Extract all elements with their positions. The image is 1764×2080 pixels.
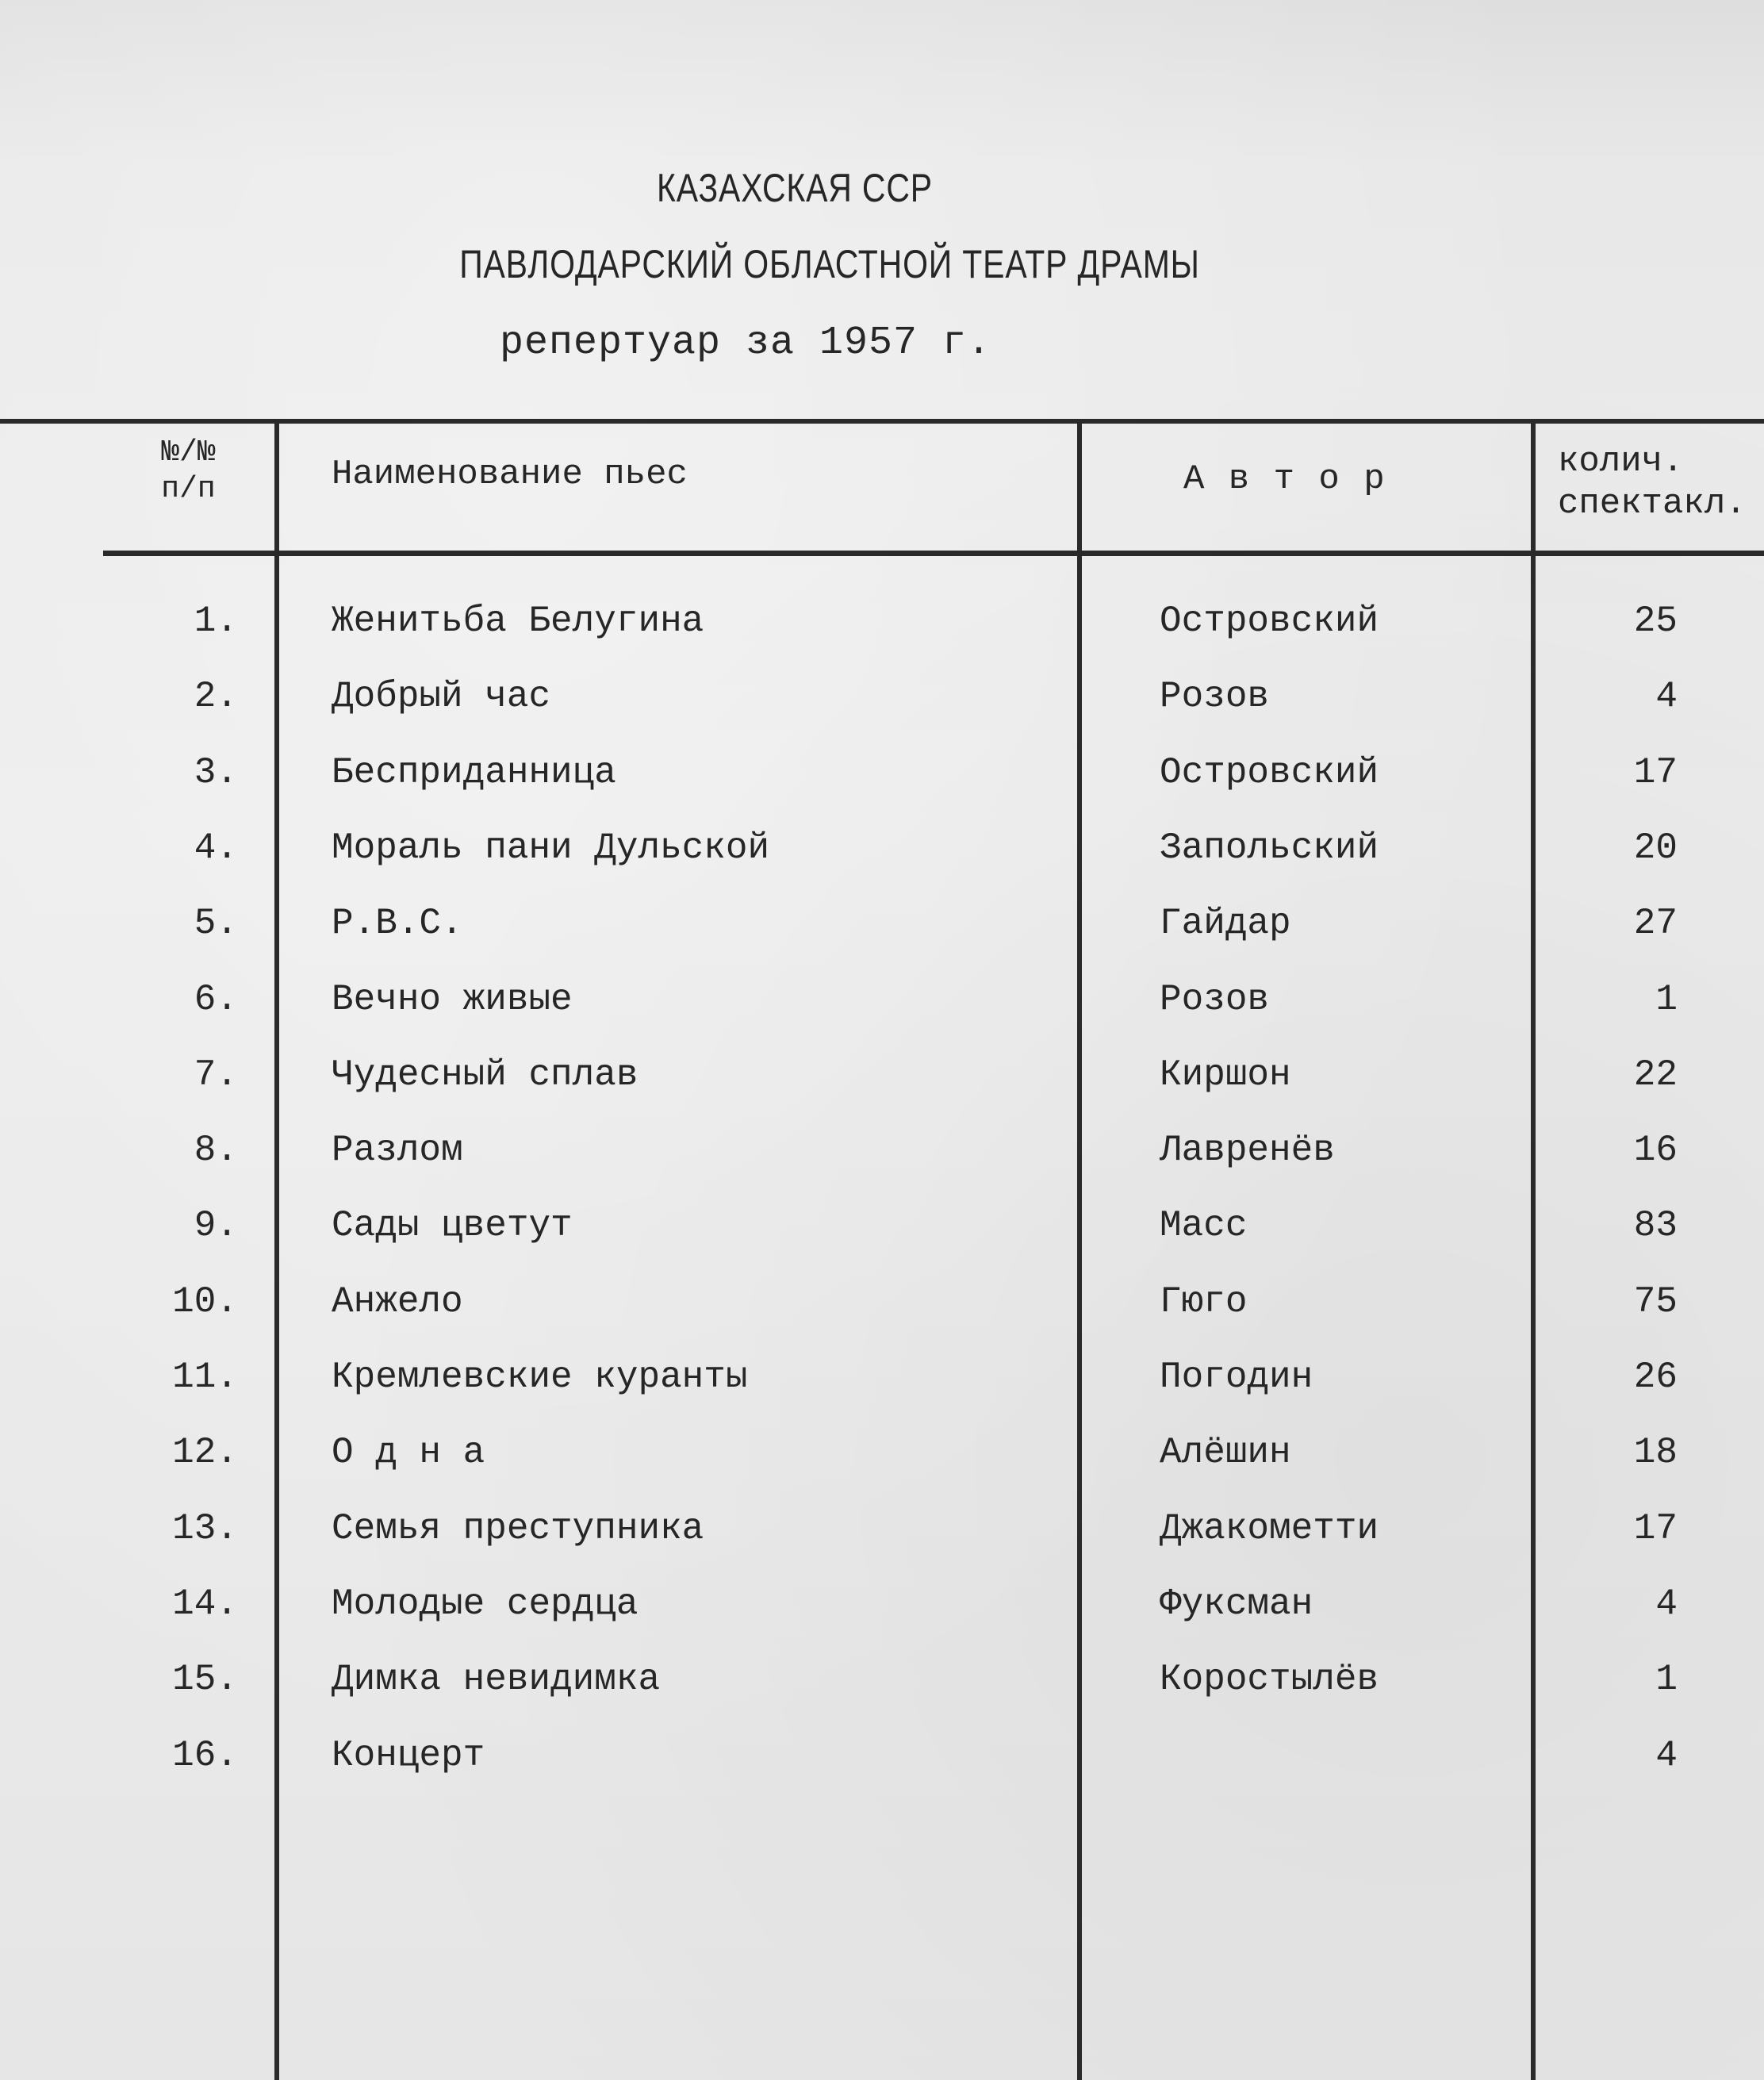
- row-number: 9.: [194, 1205, 238, 1246]
- performance-count: 4: [1655, 1735, 1678, 1776]
- row-number: 12.: [172, 1432, 238, 1473]
- play-title: Женитьба Белугина: [332, 601, 704, 642]
- play-title: Вечно живые: [332, 979, 573, 1020]
- column-header-count-line1: колич.: [1558, 442, 1684, 482]
- row-number: 1.: [194, 601, 238, 642]
- play-title: Добрый час: [332, 676, 551, 717]
- play-title: Р.В.С.: [332, 903, 463, 944]
- performance-count: 4: [1655, 1583, 1678, 1625]
- column-header-count: [1558, 441, 1747, 525]
- header-theatre: ПАВЛОДАРСКИЙ ОБЛАСТНОЙ ТЕАТР ДРАМЫ: [459, 242, 1200, 286]
- play-author: Лавренёв: [1160, 1130, 1335, 1171]
- performance-count: 27: [1633, 903, 1678, 944]
- performance-count: 17: [1633, 1508, 1678, 1549]
- play-author: Алёшин: [1160, 1432, 1291, 1473]
- play-author: Погодин: [1160, 1357, 1313, 1398]
- performance-count: 75: [1633, 1281, 1678, 1322]
- performance-count: 17: [1633, 752, 1678, 793]
- performance-count: 4: [1655, 676, 1678, 717]
- performance-count: 1: [1655, 979, 1678, 1020]
- play-title: Мораль пани Дульской: [332, 827, 770, 869]
- row-number: 11.: [172, 1357, 238, 1398]
- play-author: Джакометти: [1160, 1508, 1379, 1549]
- column-divider-3: [1531, 420, 1536, 2080]
- table-top-rule: [0, 419, 1764, 424]
- play-title: О д н а: [332, 1432, 485, 1473]
- play-title: Сады цветут: [332, 1205, 573, 1246]
- play-author: Коростылёв: [1160, 1659, 1379, 1700]
- performance-count: 1: [1655, 1659, 1678, 1700]
- performance-count: 83: [1633, 1205, 1678, 1246]
- row-number: 8.: [194, 1130, 238, 1171]
- header-repertoire-year: репертуар за 1957 г.: [499, 320, 992, 366]
- play-title: Димка невидимка: [332, 1659, 661, 1700]
- row-number: 5.: [194, 903, 238, 944]
- play-author: Масс: [1160, 1205, 1248, 1246]
- performance-count: 22: [1633, 1054, 1678, 1096]
- column-divider-1: [274, 420, 279, 2080]
- play-title: Анжело: [332, 1281, 463, 1322]
- play-author: Островский: [1160, 601, 1379, 642]
- performance-count: 25: [1633, 601, 1678, 642]
- play-author: Гайдар: [1160, 903, 1291, 944]
- column-header-count-line2: спектакл.: [1558, 483, 1747, 524]
- column-header-number-line1: №/№: [161, 436, 216, 470]
- row-number: 2.: [194, 676, 238, 717]
- play-author: Розов: [1160, 676, 1270, 717]
- row-number: 6.: [194, 979, 238, 1020]
- play-title: Чудесный сплав: [332, 1054, 638, 1096]
- play-author: Фуксман: [1160, 1583, 1313, 1625]
- column-header-number-line2: п/п: [161, 471, 216, 506]
- row-number: 16.: [172, 1735, 238, 1776]
- play-author: Запольский: [1160, 827, 1379, 869]
- performance-count: 20: [1633, 827, 1678, 869]
- play-title: Концерт: [332, 1735, 485, 1776]
- column-header-title: Наименование пьес: [332, 455, 688, 494]
- row-number: 13.: [172, 1508, 238, 1549]
- performance-count: 26: [1633, 1357, 1678, 1398]
- row-number: 4.: [194, 827, 238, 869]
- play-title: Разлом: [332, 1130, 463, 1171]
- header-republic: КАЗАХСКАЯ ССР: [657, 166, 933, 210]
- row-number: 7.: [194, 1054, 238, 1096]
- column-header-author: А в т о р: [1183, 459, 1386, 499]
- play-title: Бесприданница: [332, 752, 616, 793]
- row-number: 3.: [194, 752, 238, 793]
- play-title: Кремлевские куранты: [332, 1357, 748, 1398]
- play-author: Островский: [1160, 752, 1379, 793]
- column-header-number: [151, 435, 226, 507]
- row-number: 15.: [172, 1659, 238, 1700]
- row-number: 14.: [172, 1583, 238, 1625]
- play-title: Семья преступника: [332, 1508, 704, 1549]
- play-title: Молодые сердца: [332, 1583, 638, 1625]
- play-author: Киршон: [1160, 1054, 1291, 1096]
- column-divider-2: [1077, 420, 1082, 2080]
- performance-count: 18: [1633, 1432, 1678, 1473]
- play-author: Розов: [1160, 979, 1270, 1020]
- table-header-rule: [103, 551, 1764, 556]
- performance-count: 16: [1633, 1130, 1678, 1171]
- play-author: Гюго: [1160, 1281, 1248, 1322]
- row-number: 10.: [172, 1281, 238, 1322]
